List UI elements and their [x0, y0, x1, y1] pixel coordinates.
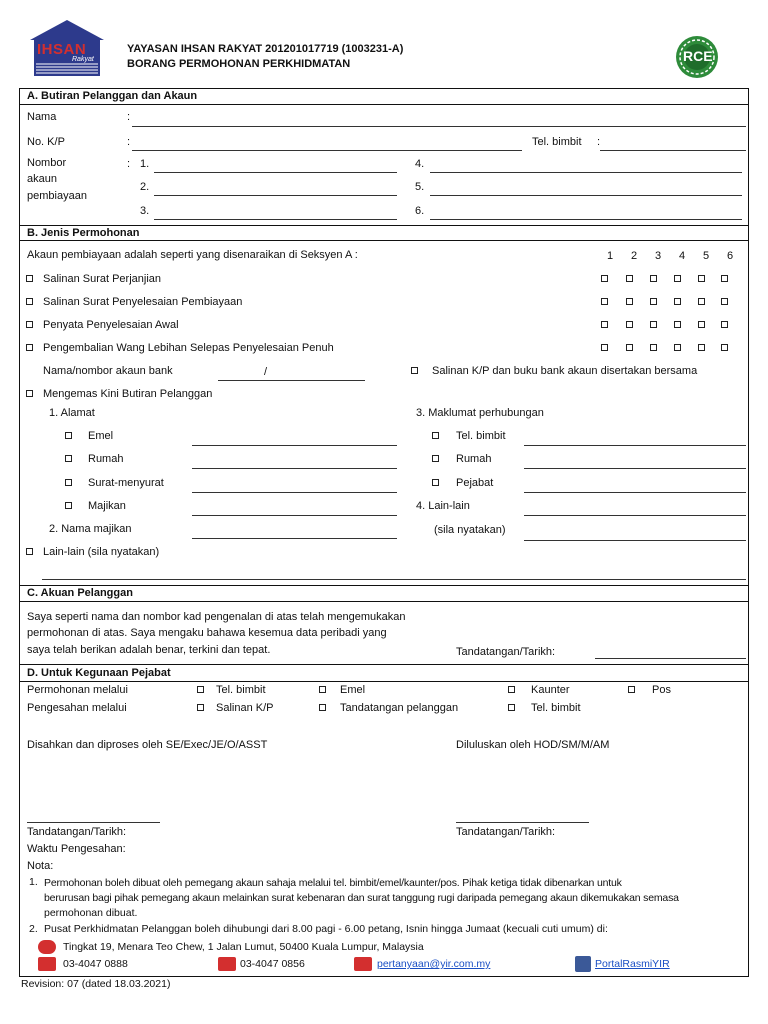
- section-c-title: C. Akuan Pelanggan: [27, 587, 133, 599]
- logo-subtext: Rakyat: [72, 56, 94, 63]
- checkbox[interactable]: [650, 275, 657, 282]
- account-num-3: 3.: [140, 205, 150, 217]
- item-1-checkbox[interactable]: [26, 275, 33, 282]
- account-num-6: 6.: [415, 205, 425, 217]
- account-num-1: 1.: [140, 158, 150, 170]
- checkbox[interactable]: [626, 344, 633, 351]
- rce-logo-text: RCE: [683, 48, 713, 64]
- logo-text: IHSAN: [37, 41, 87, 58]
- checkbox[interactable]: [601, 298, 608, 305]
- col-4: 4: [679, 250, 686, 262]
- account-field-1[interactable]: [154, 172, 397, 173]
- account-field-3[interactable]: [154, 219, 397, 220]
- checkbox[interactable]: [721, 298, 728, 305]
- checkbox[interactable]: [650, 344, 657, 351]
- alamat-label: 1. Alamat: [49, 407, 95, 419]
- sila-label: (sila nyatakan): [434, 524, 506, 536]
- emel-checkbox[interactable]: [65, 432, 72, 439]
- nokp-field[interactable]: [132, 150, 522, 151]
- col-5: 5: [703, 250, 710, 262]
- surat-field[interactable]: [192, 492, 397, 493]
- tel-field[interactable]: [600, 150, 746, 151]
- checkbox[interactable]: [674, 344, 681, 351]
- lain-field[interactable]: [42, 579, 746, 580]
- update-checkbox[interactable]: [26, 390, 33, 397]
- surat-checkbox[interactable]: [65, 479, 72, 486]
- checkbox[interactable]: [626, 275, 633, 282]
- checkbox[interactable]: [698, 344, 705, 351]
- pejabat-checkbox[interactable]: [432, 479, 439, 486]
- disahkan-label: Disahkan dan diproses oleh SE/Exec/JE/O/ASST: [27, 739, 268, 751]
- d-salinan-checkbox[interactable]: [197, 704, 204, 711]
- nota-label: Nota:: [27, 860, 54, 872]
- phone-text: 03-4047 0888: [63, 958, 128, 970]
- nama-majikan-field[interactable]: [192, 538, 397, 539]
- rumah-field[interactable]: [192, 468, 397, 469]
- pembiayaan-label: pembiayaan: [27, 190, 87, 202]
- akuan-sign-label: Tandatangan/Tarikh:: [456, 646, 556, 658]
- akuan-line-1: Saya seperti nama dan nombor kad pengenalan di atas telah mengemukakan: [27, 611, 406, 623]
- sila-field[interactable]: [524, 540, 746, 541]
- maklumat-label: 3. Maklumat perhubungan: [416, 407, 544, 419]
- col-6: 6: [727, 250, 734, 262]
- checkbox[interactable]: [698, 321, 705, 328]
- item-2-checkbox[interactable]: [26, 298, 33, 305]
- majikan-label: Majikan: [88, 500, 126, 512]
- majikan-field[interactable]: [192, 515, 397, 516]
- checkbox[interactable]: [650, 298, 657, 305]
- d-telbimbit-checkbox[interactable]: [197, 686, 204, 693]
- nota-1-line-1: Permohonan boleh dibuat oleh pemegang akaun sahaja melalui tel. bimbit/emel/kaunter/pos. Pihak ketiga tidak dibenarkan untuk: [44, 877, 622, 889]
- col-1: 1: [607, 250, 614, 262]
- account-field-6[interactable]: [430, 219, 742, 220]
- col-3: 3: [655, 250, 662, 262]
- kp-copy-checkbox[interactable]: [411, 367, 418, 374]
- d-emel-checkbox[interactable]: [319, 686, 326, 693]
- nota-1-line-3: permohonan dibuat.: [44, 907, 138, 919]
- telbimbit-field[interactable]: [524, 445, 746, 446]
- checkbox[interactable]: [650, 321, 657, 328]
- section-d-title: D. Untuk Kegunaan Pejabat: [27, 667, 171, 679]
- nama-majikan-label: 2. Nama majikan: [49, 523, 132, 535]
- rumah2-field[interactable]: [524, 468, 746, 469]
- diluluskan-sign-field[interactable]: [456, 822, 589, 823]
- akuan-line-3: saya telah berikan adalah benar, terkini dan tepat.: [27, 644, 271, 656]
- checkbox[interactable]: [674, 298, 681, 305]
- email-link[interactable]: pertanyaan@yir.com.my: [377, 958, 491, 970]
- pengesahan-label: Pengesahan melalui: [27, 702, 127, 714]
- account-num-4: 4.: [415, 158, 425, 170]
- facebook-link[interactable]: PortalRasmiYIR: [595, 958, 670, 970]
- rumah-checkbox[interactable]: [65, 455, 72, 462]
- account-field-2[interactable]: [154, 195, 397, 196]
- item-4-label: Pengembalian Wang Lebihan Selepas Penyelesaian Penuh: [43, 342, 334, 354]
- rce-logo: [672, 34, 722, 80]
- nama-label: Nama: [27, 111, 57, 123]
- checkbox[interactable]: [721, 344, 728, 351]
- account-num-5: 5.: [415, 181, 425, 193]
- checkbox[interactable]: [601, 321, 608, 328]
- section-b-intro: Akaun pembiayaan adalah seperti yang disenaraikan di Seksyen A :: [27, 249, 358, 261]
- checkbox[interactable]: [674, 321, 681, 328]
- d-telbimbit2-checkbox[interactable]: [508, 704, 515, 711]
- fax-text: 03-4047 0856: [240, 958, 305, 970]
- emel-field[interactable]: [192, 445, 397, 446]
- facebook-icon: [575, 956, 591, 972]
- checkbox[interactable]: [626, 298, 633, 305]
- account-field-4[interactable]: [430, 172, 742, 173]
- telbimbit-checkbox[interactable]: [432, 432, 439, 439]
- nombor-label: Nombor: [27, 157, 67, 169]
- bank-label: Nama/nombor akaun bank: [43, 365, 173, 377]
- d-pos-checkbox[interactable]: [628, 686, 635, 693]
- address-text: Tingkat 19, Menara Teo Chew, 1 Jalan Lumut, 50400 Kuala Lumpur, Malaysia: [63, 941, 424, 953]
- tel-label: Tel. bimbit: [532, 136, 582, 148]
- checkbox[interactable]: [721, 321, 728, 328]
- nokp-label: No. K/P: [27, 136, 65, 148]
- section-b-title: B. Jenis Permohonan: [27, 227, 140, 239]
- item-3-label: Penyata Penyelesaian Awal: [43, 319, 179, 331]
- checkbox[interactable]: [601, 344, 608, 351]
- item-2-label: Salinan Surat Penyelesaian Pembiayaan: [43, 296, 243, 308]
- melalui-label: Permohonan melalui: [27, 684, 128, 696]
- kp-copy-label: Salinan K/P dan buku bank akaun disertakan bersama: [432, 365, 698, 377]
- item-3-checkbox[interactable]: [26, 321, 33, 328]
- pejabat-label: Pejabat: [456, 477, 494, 489]
- disahkan-sign-field[interactable]: [27, 822, 160, 823]
- majikan-checkbox[interactable]: [65, 502, 72, 509]
- org-name: YAYASAN IHSAN RAKYAT 201201017719 (1003231-A): [127, 43, 404, 55]
- account-field-5[interactable]: [430, 195, 742, 196]
- item-4-checkbox[interactable]: [26, 344, 33, 351]
- checkbox[interactable]: [698, 298, 705, 305]
- item-1-label: Salinan Surat Perjanjian: [43, 273, 162, 285]
- emel-label: Emel: [88, 430, 114, 442]
- phone-icon: [38, 957, 56, 971]
- sign-label-right: Tandatangan/Tarikh:: [456, 826, 556, 838]
- lain-label: Lain-lain (sila nyatakan): [43, 546, 160, 558]
- ihsan-logo: [28, 18, 106, 78]
- nota-1-line-2: berurusan bagi pihak pemegang akaun melainkan surat kebenaran dan surat tanggung rugi daripada pemegang akaun dikemukakan semasa: [44, 892, 679, 904]
- lain4-field[interactable]: [524, 515, 746, 516]
- account-num-2: 2.: [140, 181, 150, 193]
- lain4-label: 4. Lain-lain: [416, 500, 470, 512]
- pejabat-field[interactable]: [524, 492, 746, 493]
- lain-checkbox[interactable]: [26, 548, 33, 555]
- section-a-title: A. Butiran Pelanggan dan Akaun: [27, 90, 198, 102]
- location-icon: [38, 940, 56, 954]
- rumah-label: Rumah: [88, 453, 124, 465]
- d-kaunter-checkbox[interactable]: [508, 686, 515, 693]
- rumah2-label: Rumah: [456, 453, 492, 465]
- form-title: BORANG PERMOHONAN PERKHIDMATAN: [127, 58, 351, 70]
- akuan-sign-field[interactable]: [595, 658, 746, 659]
- diluluskan-label: Diluluskan oleh HOD/SM/M/AM: [456, 739, 610, 751]
- surat-label: Surat-menyurat: [88, 477, 164, 489]
- checkbox[interactable]: [601, 275, 608, 282]
- checkbox[interactable]: [626, 321, 633, 328]
- col-2: 2: [631, 250, 638, 262]
- bank-field[interactable]: [218, 380, 365, 381]
- akuan-line-2: permohonan di atas. Saya mengaku bahawa kesemua data peribadi yang: [27, 627, 387, 639]
- email-icon: [354, 957, 372, 971]
- checkbox[interactable]: [674, 275, 681, 282]
- sign-label-left: Tandatangan/Tarikh:: [27, 826, 127, 838]
- fax-icon: [218, 957, 236, 971]
- telbimbit-label: Tel. bimbit: [456, 430, 506, 442]
- d-tandatangan-checkbox[interactable]: [319, 704, 326, 711]
- checkbox[interactable]: [698, 275, 705, 282]
- update-label: Mengemas Kini Butiran Pelanggan: [43, 388, 213, 400]
- revision-text: Revision: 07 (dated 18.03.2021): [21, 978, 171, 990]
- rumah2-checkbox[interactable]: [432, 455, 439, 462]
- nama-field[interactable]: [132, 126, 746, 127]
- waktu-label: Waktu Pengesahan:: [27, 843, 126, 855]
- checkbox[interactable]: [721, 275, 728, 282]
- akaun-label: akaun: [27, 173, 57, 185]
- nota-2: Pusat Perkhidmatan Pelanggan boleh dihubungi dari 8.00 pagi - 6.00 petang, Isnin hingga Jumaat (kecuali cuti umum) di:: [44, 923, 608, 935]
